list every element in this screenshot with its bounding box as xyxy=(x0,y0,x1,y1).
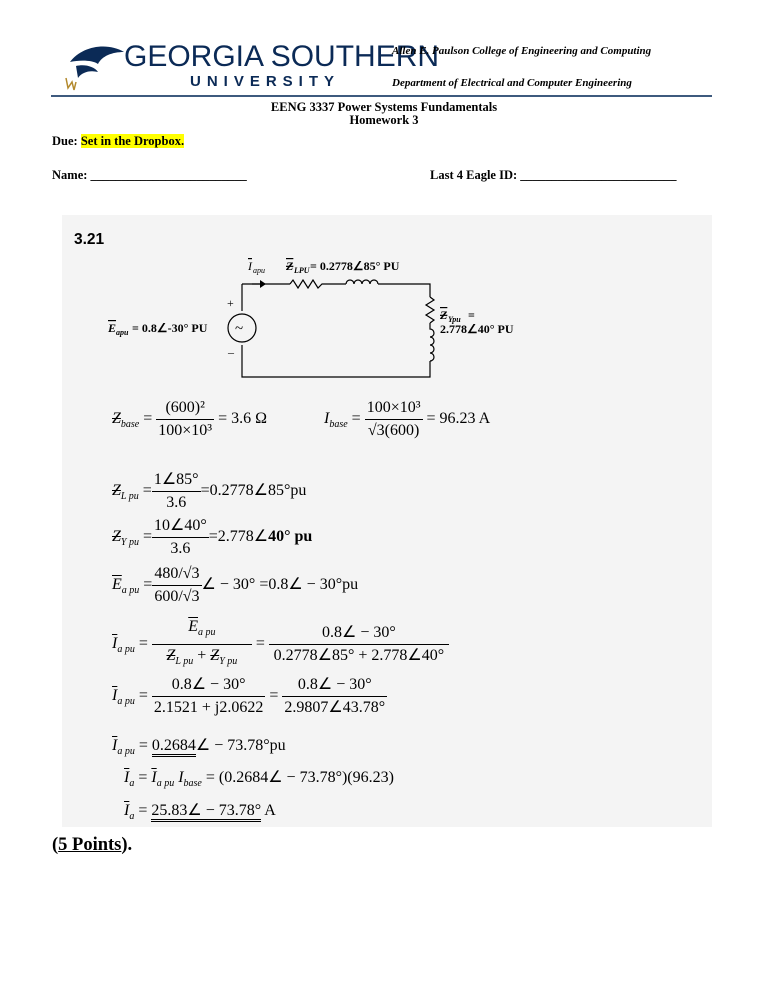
department-name: Department of Electrical and Computer Engineering xyxy=(392,77,632,89)
assignment-title: Homework 3 xyxy=(349,113,419,127)
eagle-logo-icon xyxy=(62,38,440,96)
university-logo xyxy=(62,38,440,96)
eq-zlpu: $Z_{L pu}$ = $\frac{1\angle 85^\circ}{3.6}$ =0.2778∠85°pu xyxy=(112,471,307,511)
due-label: Due: xyxy=(52,134,78,148)
points-label: (5 Points). xyxy=(52,835,133,855)
zl-sub: LPU xyxy=(294,266,310,275)
eagle-id-field: Last 4 Eagle ID: _________________________ xyxy=(430,168,677,182)
source-tilde: ~ xyxy=(235,321,244,337)
minus-sign: – xyxy=(228,345,234,359)
eq-eapu: $\overline{E}_{a pu}$ = $\frac{480/√3}{600/√3}$ ∠ − 30° =0.8∠ − 30°pu xyxy=(112,565,359,605)
zy-eq: = xyxy=(468,308,475,322)
plus-sign: + xyxy=(227,296,234,310)
due-line xyxy=(52,134,184,149)
circuit-diagram xyxy=(110,255,530,380)
logo-line2: UNIVERSITY xyxy=(190,73,341,90)
eq-ia-result: $\overline{I}_a$ = 25.83∠ − 73.78° A xyxy=(124,802,276,822)
course-title xyxy=(0,101,768,127)
header-divider xyxy=(51,95,712,97)
resistor-icon xyxy=(290,280,324,288)
current-sub: apu xyxy=(253,266,265,275)
load-resistor-icon xyxy=(426,297,434,323)
eq-iapu-2: $\overline{I}_{a pu}$ = $\frac{0.8\angle - 30^\circ}{2.1521 + j2.0622}$ = $\frac{0.8\angle - 30^\circ}{2.9807\angle 43.78^\circ}$ xyxy=(112,676,386,716)
eq-ibase: $I_{base}$ = $\frac{\text{100×10³}}{√3(600)}$ = 96.23 A xyxy=(324,399,491,439)
course-name: EENG 3337 Power Systems Fundamentals xyxy=(270,100,498,114)
zy-label: Z xyxy=(440,308,448,322)
eq-zypu: $Z_{Y pu}$ = $\frac{10\angle 40^\circ}{3.6}$ =2.778∠40° pu xyxy=(112,517,313,557)
inductor-icon xyxy=(346,280,378,284)
eq-ia: $\overline{I}_a = \overline{I}_{a pu}$ $I_{base}$ = (0.2684∠ − 73.78°)(96.23) xyxy=(124,769,394,789)
problem-number: 3.21 xyxy=(74,231,105,248)
circuit-svg xyxy=(110,255,530,380)
due-value: Set in the Dropbox. xyxy=(80,134,185,148)
zy-value: 2.778∠40° PU xyxy=(440,322,514,336)
source-sub: apu xyxy=(116,328,129,337)
current-label: I xyxy=(248,259,252,273)
source-value: = 0.8∠-30° PU xyxy=(132,321,208,335)
name-field: Name: _________________________ xyxy=(52,168,247,182)
college-name: Allen E. Paulson College of Engineering and Computing xyxy=(392,45,652,57)
load-inductor-icon xyxy=(430,323,434,361)
eq-iapu-result: $\overline{I}_{a pu}$ = 0.2684∠ − 73.78°pu xyxy=(112,737,286,757)
source-label: E xyxy=(108,321,117,335)
current-arrow-icon xyxy=(260,280,266,288)
zl-value: = 0.2778∠85° PU xyxy=(310,259,400,273)
eq-zbase: $Z_{base}$ = $\frac{\text{(600)²}}{\text{100×10³}}$ = 3.6 Ω xyxy=(112,399,268,439)
logo-line1: GEORGIA SOUTHERN xyxy=(124,40,440,73)
eq-iapu-1: $\overline{I}_{a pu}$ = $\frac{\overline{E}_{a pu}}{Z_{L pu} + Z_{Y pu}}$ = $\frac{0.8\angle - 30^\circ}{0.2778\angle 85^\circ + 2.778\angle 40^\circ}$ xyxy=(112,616,449,673)
zl-label: Z xyxy=(286,259,294,273)
zy-sub: Ypu xyxy=(448,315,461,324)
